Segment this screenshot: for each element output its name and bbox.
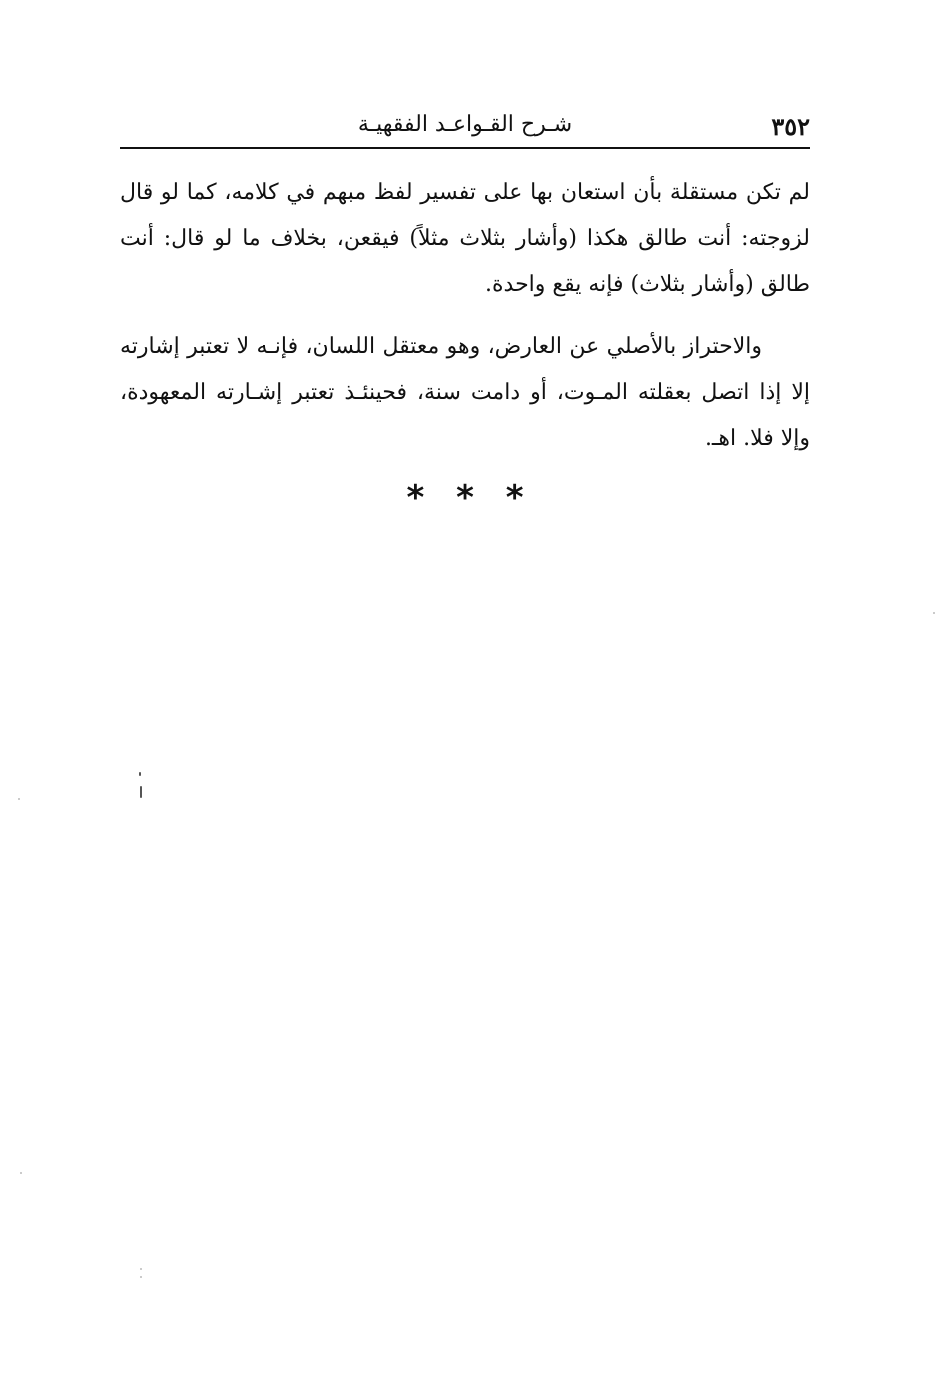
scan-speck <box>140 1268 142 1270</box>
running-title: شـرح القـواعـد الفقهيـة <box>357 112 573 137</box>
scan-speck <box>139 772 141 776</box>
header-rule <box>120 147 810 149</box>
page-number: ٣٥٢ <box>771 112 810 141</box>
scan-speck <box>140 786 142 798</box>
scan-speck <box>20 1172 22 1174</box>
paragraph-2: والاحتراز بالأصلي عن العارض، وهو معتقل اللسان، فإنـه لا تعتبر إشارته إلا إذا اتصل بعقلته المـوت، أو دامت سنة، فحينئـذ تعتبر إشـارته المعهودة، وإلا فلا. اهـ. <box>120 334 810 451</box>
scan-speck <box>140 1276 142 1278</box>
scan-speck <box>933 612 935 614</box>
body-text <box>120 170 810 478</box>
section-divider: * * * <box>406 478 534 518</box>
scan-speck <box>18 798 20 800</box>
paragraph-1: لم تكن مستقلة بأن استعان بها على تفسير لفظ مبهم في كلامه، كما لو قال لزوجته: أنت طالق هكذا (وأشار بثلاث مثلاً) فيقعن، بخلاف ما لو قال: أنت طالق (وأشار بثلاث) فإنه يقع واحدة. <box>120 180 810 297</box>
page-header <box>120 108 810 148</box>
